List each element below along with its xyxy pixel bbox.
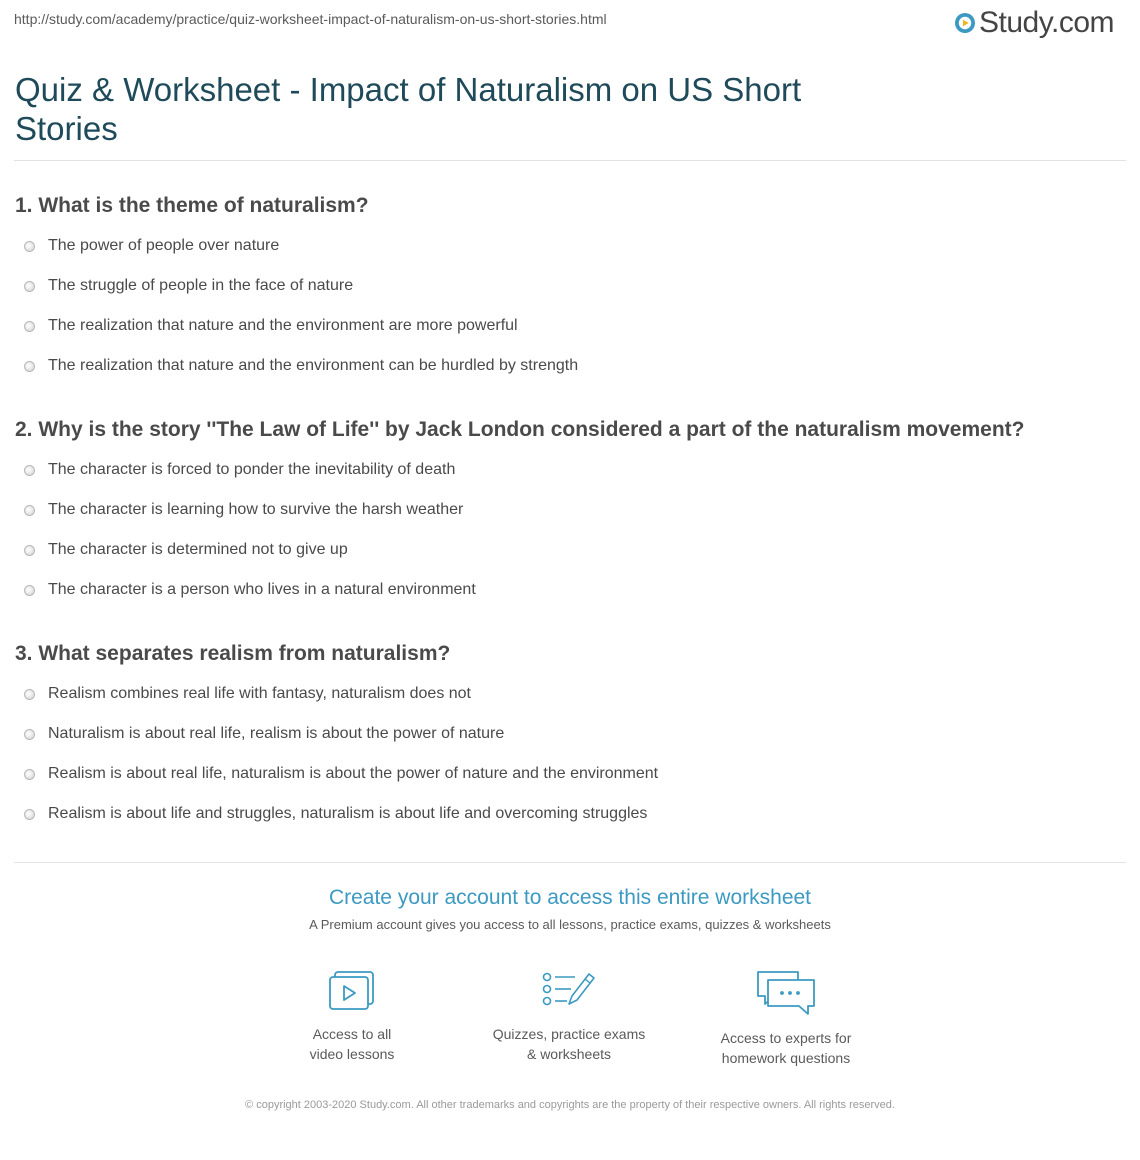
answer-label: Realism is about real life, naturalism is about the power of nature and the environment [48,765,659,782]
answer-option[interactable] [24,317,518,335]
radio-button[interactable] [24,465,35,476]
create-account-link[interactable]: Create your account to access this entire worksheet [328,886,812,909]
radio-button[interactable] [24,769,35,780]
answer-option[interactable] [24,357,578,375]
feature-experts [696,968,876,1068]
answer-label: Naturalism is about real life, realism is about the power of nature [48,725,505,742]
divider [14,160,1126,161]
answer-label: The character is determined not to give up [48,541,348,558]
answer-option[interactable] [24,237,279,255]
radio-button[interactable] [24,505,35,516]
answer-option[interactable] [24,541,348,559]
radio-button[interactable] [24,361,35,372]
answer-option[interactable] [24,277,353,295]
feature-quizzes [479,968,659,1064]
answer-option[interactable] [24,725,504,743]
answer-label: Realism combines real life with fantasy, naturalism does not [48,685,471,702]
feature-label: Access to experts for homework questions [720,1030,852,1066]
feature-video-lessons [262,968,442,1064]
answer-option[interactable] [24,581,476,599]
radio-button[interactable] [24,321,35,332]
logo-text: Study.com [979,6,1114,39]
radio-button[interactable] [24,545,35,556]
play-circle-icon [954,12,976,34]
quiz-checklist-icon [539,968,599,1014]
radio-button[interactable] [24,281,35,292]
question-2-title: 2. Why is the story ''The Law of Life'' by Jack London considered a part of the naturalism movement? [15,418,1025,441]
premium-description: A Premium account gives you access to all lessons, practice exams, quizzes & worksheets [309,917,831,932]
radio-button[interactable] [24,729,35,740]
page-url: http://study.com/academy/practice/quiz-worksheet-impact-of-naturalism-on-us-short-stories.html [14,11,607,27]
answer-option[interactable] [24,501,463,519]
answer-label: Realism is about life and struggles, naturalism is about life and overcoming struggles [48,805,648,822]
answer-label: The realization that nature and the environment can be hurdled by strength [48,357,579,374]
divider [14,862,1126,863]
answer-label: The character is learning how to survive the harsh weather [48,501,464,518]
answer-label: The character is a person who lives in a natural environment [48,581,476,598]
radio-button[interactable] [24,809,35,820]
answer-label: The realization that nature and the environment are more powerful [48,317,518,334]
answer-option[interactable] [24,805,647,823]
study-logo[interactable] [954,6,1114,40]
radio-button[interactable] [24,241,35,252]
radio-button[interactable] [24,689,35,700]
answer-option[interactable] [24,765,658,783]
question-1-title: 1. What is the theme of naturalism? [15,194,369,217]
feature-label: Quizzes, practice exams & worksheets [492,1026,646,1062]
answer-label: The struggle of people in the face of nature [48,277,354,294]
page-title: Quiz & Worksheet - Impact of Naturalism on US Short Stories [15,71,802,147]
radio-button[interactable] [24,585,35,596]
answer-option[interactable] [24,461,455,479]
video-lessons-icon [322,968,382,1014]
answer-option[interactable] [24,685,471,703]
question-3-title: 3. What separates realism from naturalism? [15,642,451,665]
feature-label: Access to all video lessons [309,1026,395,1062]
copyright-notice: © copyright 2003-2020 Study.com. All other trademarks and copyrights are the property of their respective owners. All rights reserved. [245,1099,895,1111]
answer-label: The power of people over nature [48,237,280,254]
answer-label: The character is forced to ponder the inevitability of death [48,461,456,478]
chat-bubbles-icon [754,968,818,1018]
